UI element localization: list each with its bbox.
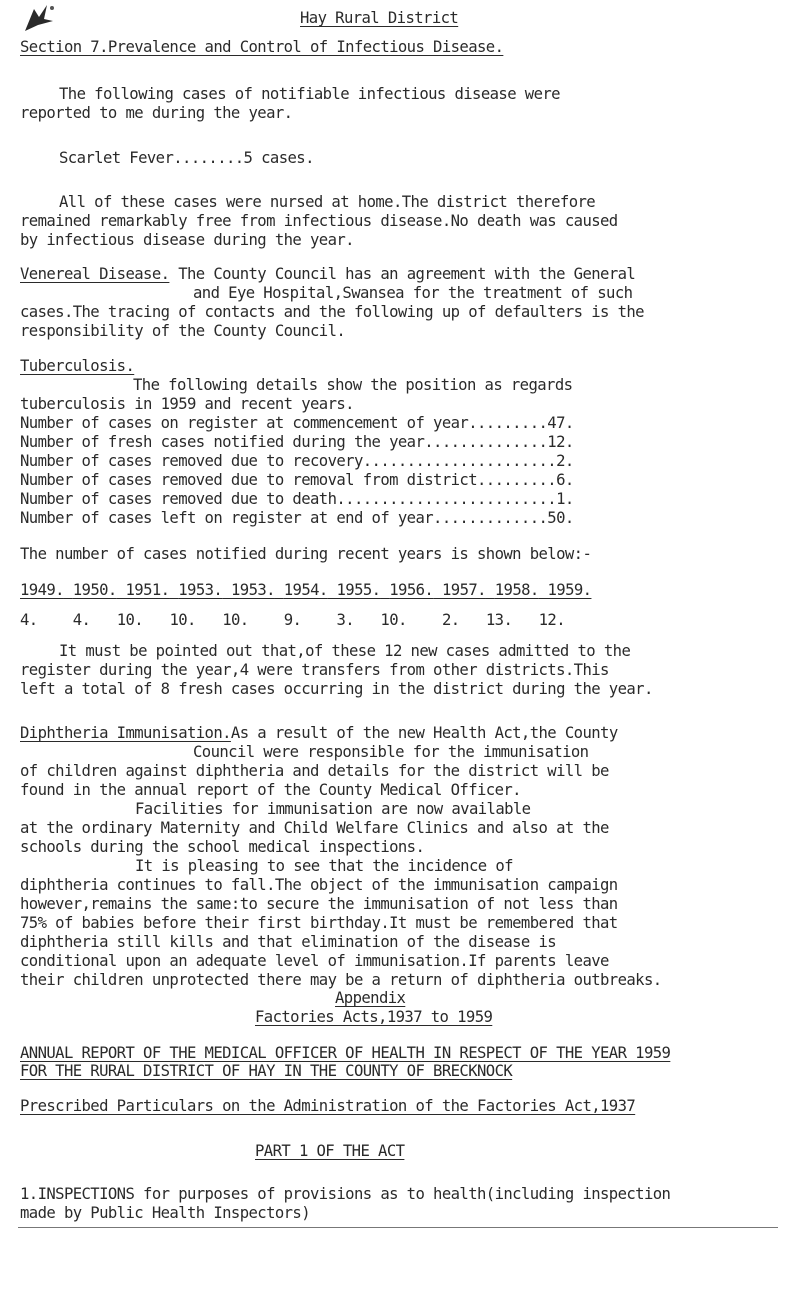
diphtheria-line-13: conditional upon an adequate level of immunisation.If parents leave xyxy=(20,952,609,970)
venereal-line-2: and Eye Hospital,Swansea for the treatment of such xyxy=(193,284,633,302)
diphtheria-line-7: schools during the school medical inspections. xyxy=(20,838,425,856)
report-title-1: ANNUAL REPORT OF THE MEDICAL OFFICER OF HEALTH IN RESPECT OF THE YEAR 1959 xyxy=(20,1044,671,1062)
diphtheria-heading: Diphtheria Immunisation. xyxy=(20,724,231,742)
diphtheria-line-14: their children unprotected there may be a return of diphtheria outbreaks. xyxy=(20,971,662,989)
scarlet-note-3: by infectious disease during the year. xyxy=(20,231,354,249)
intro-line-2: reported to me during the year. xyxy=(20,104,293,122)
district-title: Hay Rural District xyxy=(300,9,459,27)
tb-recent-intro: The number of cases notified during recent years is shown below:- xyxy=(20,545,592,563)
diphtheria-line-3: of children against diphtheria and details for the district will be xyxy=(20,762,609,780)
diphtheria-line-11: 75% of babies before their first birthday.It must be remembered that xyxy=(20,914,618,932)
diphtheria-line-1: Diphtheria Immunisation.As a result of the new Health Act,the County xyxy=(20,724,618,742)
tb-intro-1: The following details show the position as regards xyxy=(133,376,573,394)
tb-row: Number of cases left on register at end of year.............50. xyxy=(20,509,574,527)
tb-row: Number of fresh cases notified during the year..............12. xyxy=(20,433,574,451)
appendix-title: Appendix xyxy=(335,989,406,1007)
part-heading: PART 1 OF THE ACT xyxy=(255,1142,405,1160)
section-title: Section 7.Prevalence and Control of Infectious Disease. xyxy=(20,38,504,56)
report-title-2: FOR THE RURAL DISTRICT OF HAY IN THE COUNTY OF BRECKNOCK xyxy=(20,1062,513,1080)
bottom-rule xyxy=(18,1227,778,1228)
diphtheria-line-10: however,remains the same:to secure the immunisation of not less than xyxy=(20,895,618,913)
tb-note-1: It must be pointed out that,of these 12 new cases admitted to the xyxy=(59,642,631,660)
tb-note-2: register during the year,4 were transfers from other districts.This xyxy=(20,661,609,679)
tb-counts-row: 4. 4. 10. 10. 10. 9. 3. 10. 2. 13. 12. xyxy=(20,611,566,629)
tb-heading: Tuberculosis. xyxy=(20,357,135,375)
venereal-heading: Venereal Disease. xyxy=(20,265,170,283)
venereal-line-3: cases.The tracing of contacts and the following up of defaulters is the xyxy=(20,303,644,321)
diphtheria-line-8: It is pleasing to see that the incidence of xyxy=(135,857,513,875)
diphtheria-line-5: Facilities for immunisation are now available xyxy=(135,800,531,818)
scarlet-note-2: remained remarkably free from infectious disease.No death was caused xyxy=(20,212,618,230)
tb-row: Number of cases removed due to recovery......................2. xyxy=(20,452,574,470)
tb-row: Number of cases removed due to death.........................1. xyxy=(20,490,574,508)
tb-row: Number of cases removed due to removal from district.........6. xyxy=(20,471,574,489)
diphtheria-line-2: Council were responsible for the immunisation xyxy=(193,743,589,761)
intro-line-1: The following cases of notifiable infectious disease were xyxy=(59,85,560,103)
appendix-subtitle: Factories Acts,1937 to 1959 xyxy=(255,1008,493,1026)
inspections-line-1: 1.INSPECTIONS for purposes of provisions as to health(including inspection xyxy=(20,1185,671,1203)
tb-note-3: left a total of 8 fresh cases occurring in the district during the year. xyxy=(20,680,653,698)
venereal-line-1: Venereal Disease. The County Council has an agreement with the General xyxy=(20,265,636,283)
scarlet-fever-count: Scarlet Fever........5 cases. xyxy=(59,149,314,167)
diphtheria-line-9: diphtheria continues to fall.The object of the immunisation campaign xyxy=(20,876,618,894)
prescribed-particulars: Prescribed Particulars on the Administration of the Factories Act,1937 xyxy=(20,1097,636,1115)
tb-row: Number of cases on register at commencement of year.........47. xyxy=(20,414,574,432)
scarlet-note-1: All of these cases were nursed at home.The district therefore xyxy=(59,193,596,211)
tb-intro-2: tuberculosis in 1959 and recent years. xyxy=(20,395,354,413)
tb-years-row: 1949. 1950. 1951. 1953. 1953. 1954. 1955. 1956. 1957. 1958. 1959. xyxy=(20,581,592,599)
inspections-line-2: made by Public Health Inspectors) xyxy=(20,1204,311,1222)
diphtheria-line-6: at the ordinary Maternity and Child Welfare Clinics and also at the xyxy=(20,819,609,837)
corner-mark-icon xyxy=(22,3,56,33)
diphtheria-line-12: diphtheria still kills and that elimination of the disease is xyxy=(20,933,557,951)
diphtheria-line-4: found in the annual report of the County Medical Officer. xyxy=(20,781,521,799)
venereal-line-4: responsibility of the County Council. xyxy=(20,322,346,340)
